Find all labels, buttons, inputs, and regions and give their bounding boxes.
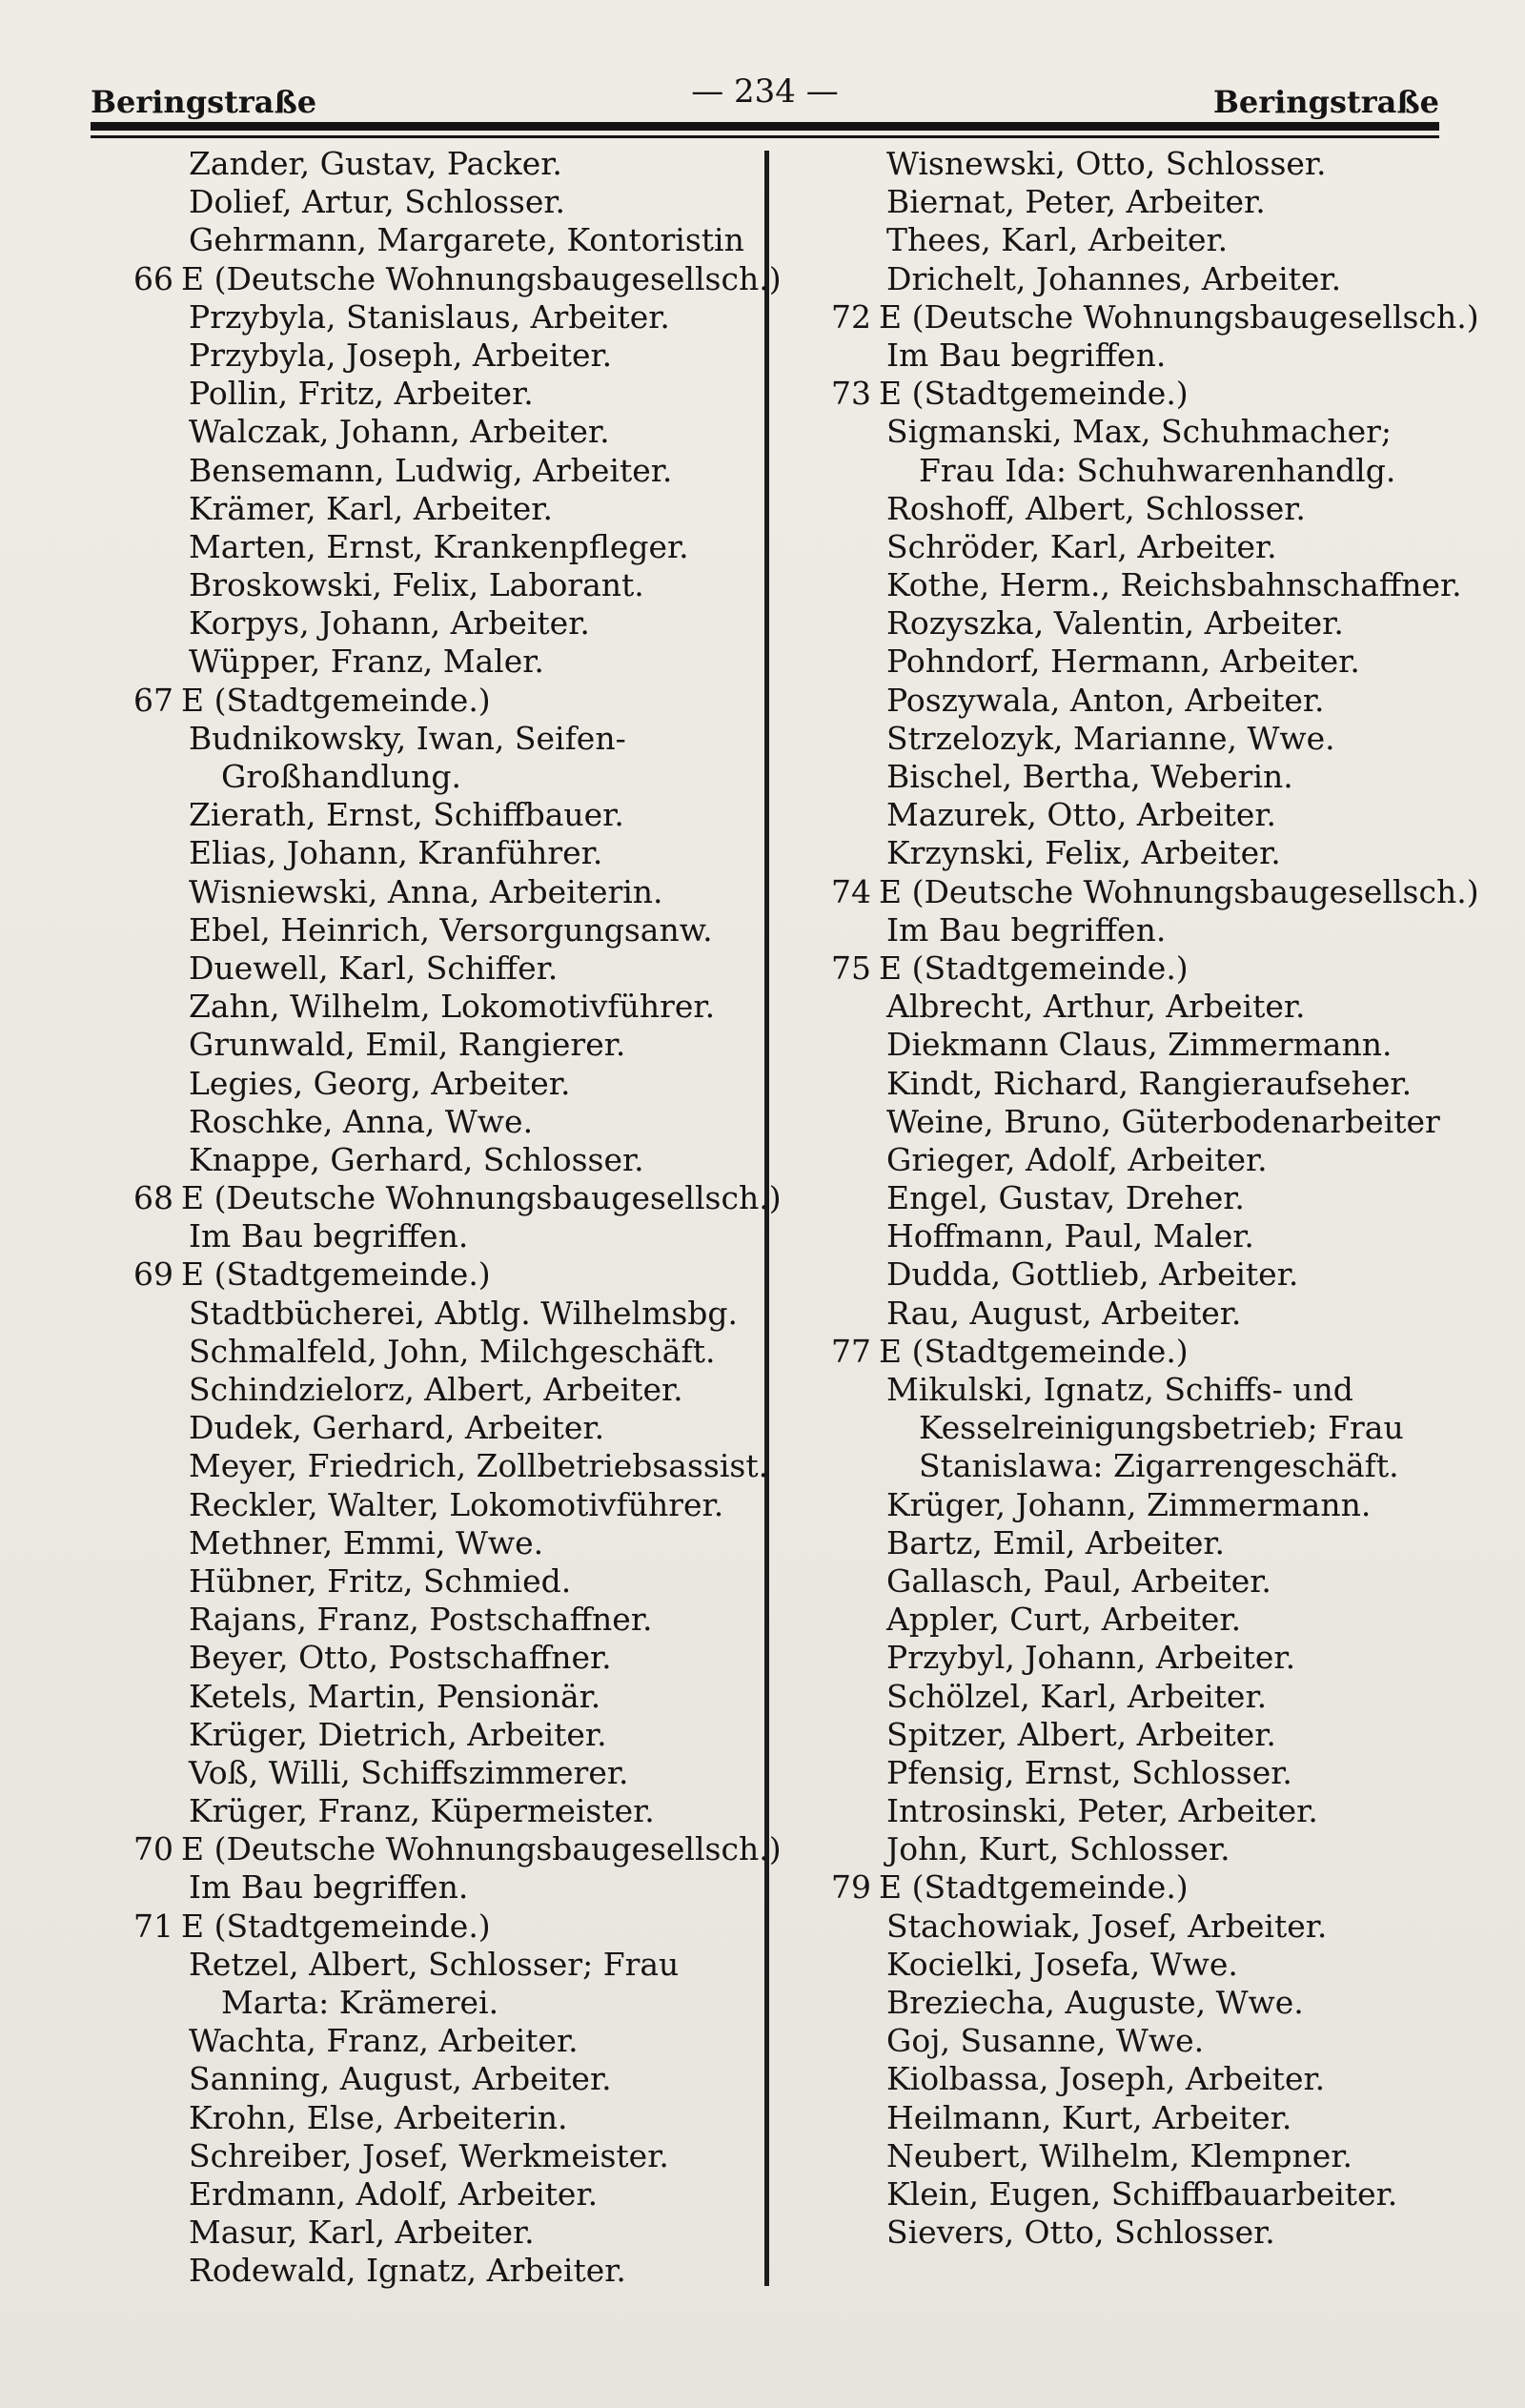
resident-text: Broskowski, Felix, Laborant. — [189, 566, 644, 604]
resident-text: Marta: Krämerei. — [221, 1984, 499, 2021]
resident-line — [812, 1601, 1479, 1639]
resident-line — [812, 988, 1479, 1026]
owner-text: E (Deutsche Wohnungsbaugesellsch.) — [181, 259, 782, 297]
resident-text: Erdmann, Adolf, Arbeiter. — [189, 2174, 599, 2213]
header-rule-thick — [91, 122, 1439, 131]
resident-line — [812, 604, 1479, 643]
resident-text: Großhandlung. — [221, 758, 462, 795]
entry-continuation — [812, 1409, 1479, 1447]
resident-text: Bartz, Emil, Arbeiter. — [886, 1523, 1226, 1561]
resident-text: Roschke, Anna, Wwe. — [189, 1102, 534, 1140]
resident-text: Grieger, Adolf, Arbeiter. — [886, 1140, 1268, 1178]
resident-line — [114, 1678, 762, 1716]
resident-line — [114, 1447, 769, 1485]
resident-line — [114, 834, 762, 872]
resident-text: Hoffmann, Paul, Maler. — [886, 1217, 1254, 1255]
resident-text: Sievers, Otto, Schlosser. — [886, 2214, 1275, 2252]
resident-text: Mazurek, Otto, Arbeiter. — [886, 796, 1277, 834]
resident-text: Wisniewski, Anna, Arbeiterin. — [189, 872, 663, 910]
resident-line — [114, 183, 762, 221]
resident-text: Schölzel, Karl, Arbeiter. — [886, 1677, 1268, 1715]
resident-line — [114, 1141, 762, 1179]
resident-line — [114, 988, 762, 1026]
resident-text: Methner, Emmi, Wwe. — [189, 1523, 544, 1561]
resident-line — [812, 834, 1479, 872]
resident-line — [812, 758, 1479, 796]
resident-line — [812, 2175, 1479, 2214]
resident-text: Przybyla, Stanislaus, Arbeiter. — [189, 297, 670, 336]
resident-text: Goj, Susanne, Wwe. — [886, 2022, 1205, 2060]
resident-line — [114, 796, 762, 834]
running-head-left: Beringstraße — [91, 84, 317, 120]
resident-text: Schmalfeld, John, Milchgeschäft. — [189, 1332, 716, 1370]
resident-text: Masur, Karl, Arbeiter. — [189, 2214, 535, 2252]
resident-text: Stanislawa: Zigarrengeschäft. — [919, 1447, 1399, 1485]
resident-line — [114, 604, 762, 643]
resident-line — [114, 1333, 762, 1371]
resident-text: Knappe, Gerhard, Schlosser. — [189, 1140, 644, 1178]
resident-line — [812, 1524, 1479, 1562]
resident-line — [812, 911, 1479, 949]
resident-line — [114, 490, 762, 528]
resident-line — [812, 643, 1479, 681]
resident-text: Kothe, Herm., Reichsbahnschaffner. — [886, 566, 1462, 604]
resident-line — [114, 1103, 762, 1141]
resident-text: Appler, Curt, Arbeiter. — [886, 1601, 1242, 1639]
house-number: 79 — [831, 1868, 871, 1907]
resident-line — [114, 911, 762, 949]
resident-text: Zander, Gustav, Packer. — [189, 145, 562, 182]
resident-line — [114, 1946, 762, 1984]
resident-line — [114, 1601, 762, 1639]
resident-line — [114, 1868, 762, 1907]
resident-text: Wachta, Franz, Arbeiter. — [189, 2022, 579, 2060]
resident-text: Bischel, Bertha, Weberin. — [886, 758, 1293, 795]
resident-text: Marten, Ernst, Krankenpfleger. — [189, 527, 689, 565]
resident-line — [114, 452, 762, 490]
resident-text: Biernat, Peter, Arbeiter. — [886, 183, 1266, 221]
house-number: 68 — [133, 1179, 173, 1217]
right-column — [812, 145, 1479, 2252]
resident-line — [114, 337, 762, 375]
resident-text: Gehrmann, Margarete, Kontoristin — [189, 221, 744, 259]
resident-line — [812, 1830, 1479, 1868]
page-header — [91, 65, 1439, 122]
house-entry — [812, 1868, 1479, 1907]
resident-text: Duewell, Karl, Schiffer. — [189, 949, 559, 987]
resident-text: Mikulski, Ignatz, Schiffs- und — [886, 1371, 1353, 1408]
house-number: 73 — [831, 375, 871, 413]
house-entry — [114, 259, 782, 298]
resident-text: Pollin, Fritz, Arbeiter. — [189, 375, 534, 413]
resident-line — [812, 490, 1479, 528]
resident-text: Pohndorf, Hermann, Arbeiter. — [886, 643, 1360, 681]
left-column — [114, 145, 782, 2291]
resident-line — [812, 221, 1479, 259]
resident-text: Meyer, Friedrich, Zollbetriebsassist. — [189, 1447, 769, 1485]
resident-text: Heilmann, Kurt, Arbeiter. — [886, 2098, 1292, 2136]
resident-line — [114, 1371, 762, 1409]
resident-text: Zahn, Wilhelm, Lokomotivführer. — [189, 988, 716, 1026]
resident-text: Kindt, Richard, Rangieraufseher. — [886, 1064, 1413, 1102]
resident-line — [114, 949, 762, 988]
resident-text: Im Bau begriffen. — [886, 336, 1167, 374]
entry-continuation — [114, 1984, 762, 2022]
resident-text: Dudda, Gottlieb, Arbeiter. — [886, 1255, 1299, 1294]
resident-text: Walczak, Johann, Arbeiter. — [189, 413, 610, 451]
house-number: 72 — [831, 297, 871, 336]
resident-line — [114, 1562, 762, 1601]
resident-line — [812, 1141, 1479, 1179]
house-number: 66 — [133, 259, 173, 297]
resident-line — [114, 2060, 762, 2098]
resident-text: Przybyla, Joseph, Arbeiter. — [189, 336, 613, 374]
column-divider — [764, 151, 769, 2286]
house-number: 70 — [133, 1830, 173, 1868]
resident-line — [114, 566, 762, 604]
resident-line — [812, 183, 1479, 221]
resident-text: Krzynski, Felix, Arbeiter. — [886, 834, 1281, 872]
house-entry — [114, 1830, 782, 1868]
owner-text: E (Deutsche Wohnungsbaugesellsch.) — [879, 872, 1479, 910]
resident-text: Krüger, Johann, Zimmermann. — [886, 1485, 1372, 1523]
resident-text: Rajans, Franz, Postschaffner. — [189, 1601, 653, 1639]
resident-text: Dolief, Artur, Schlosser. — [189, 183, 566, 221]
resident-line — [812, 1716, 1479, 1754]
resident-text: Krämer, Karl, Arbeiter. — [189, 489, 553, 527]
entry-continuation — [812, 1447, 1479, 1485]
resident-text: Albrecht, Arthur, Arbeiter. — [886, 988, 1306, 1026]
resident-text: Gallasch, Paul, Arbeiter. — [886, 1561, 1271, 1600]
resident-text: Engel, Gustav, Dreher. — [886, 1179, 1245, 1217]
resident-line — [114, 2099, 762, 2137]
resident-line — [114, 1217, 762, 1255]
resident-line — [114, 1754, 762, 1792]
house-number: 71 — [133, 1907, 173, 1945]
owner-text: E (Stadtgemeinde.) — [879, 375, 1189, 413]
resident-text: Im Bau begriffen. — [189, 1868, 469, 1907]
owner-text: E (Stadtgemeinde.) — [181, 681, 491, 719]
resident-line — [812, 2022, 1479, 2060]
owner-text: E (Deutsche Wohnungsbaugesellsch.) — [879, 297, 1479, 336]
resident-line — [114, 1295, 762, 1333]
resident-line — [812, 337, 1479, 375]
running-head-right: Beringstraße — [1212, 84, 1439, 120]
resident-line — [114, 2175, 762, 2214]
owner-text: E (Stadtgemeinde.) — [879, 949, 1189, 987]
resident-text: Schreiber, Josef, Werkmeister. — [189, 2136, 669, 2174]
resident-text: Roshoff, Albert, Schlosser. — [886, 489, 1306, 527]
resident-line — [812, 1295, 1479, 1333]
resident-line — [114, 1486, 762, 1524]
resident-line — [114, 2137, 762, 2175]
resident-line — [812, 682, 1479, 720]
owner-text: E (Deutsche Wohnungsbaugesellsch.) — [181, 1830, 782, 1868]
resident-line — [114, 298, 762, 337]
resident-text: Rodewald, Ignatz, Arbeiter. — [189, 2252, 626, 2290]
resident-line — [812, 413, 1479, 451]
resident-text: Strzelozyk, Marianne, Wwe. — [886, 719, 1335, 757]
resident-line — [812, 1792, 1479, 1830]
resident-line — [114, 221, 762, 259]
resident-line — [812, 1908, 1479, 1946]
resident-line — [812, 1217, 1479, 1255]
resident-line — [114, 873, 762, 911]
house-entry — [812, 375, 1479, 413]
entry-continuation — [812, 452, 1479, 490]
resident-line — [812, 2137, 1479, 2175]
resident-text: Breziecha, Auguste, Wwe. — [886, 1984, 1304, 2021]
resident-text: Weine, Bruno, Güterbodenarbeiter — [886, 1102, 1440, 1140]
resident-text: Voß, Willi, Schiffszimmerer. — [189, 1753, 629, 1791]
house-number: 75 — [831, 949, 871, 987]
resident-line — [812, 260, 1479, 298]
resident-line — [114, 2022, 762, 2060]
resident-line — [812, 566, 1479, 604]
resident-text: Im Bau begriffen. — [189, 1217, 469, 1255]
resident-line — [114, 1792, 762, 1830]
resident-line — [812, 1065, 1479, 1103]
resident-line — [812, 1103, 1479, 1141]
house-entry — [114, 1255, 762, 1294]
resident-text: Spitzer, Albert, Arbeiter. — [886, 1715, 1276, 1753]
resident-text: Introsinski, Peter, Arbeiter. — [886, 1792, 1318, 1830]
resident-text: Stadtbücherei, Abtlg. Wilhelmsbg. — [189, 1294, 739, 1332]
owner-text: E (Stadtgemeinde.) — [181, 1907, 491, 1945]
resident-text: Stachowiak, Josef, Arbeiter. — [886, 1907, 1328, 1945]
resident-text: Rozyszka, Valentin, Arbeiter. — [886, 604, 1344, 643]
resident-line — [114, 1716, 762, 1754]
resident-line — [114, 1639, 762, 1677]
resident-line — [812, 1678, 1479, 1716]
resident-text: Budnikowsky, Iwan, Seifen- — [189, 719, 626, 757]
resident-line — [114, 1026, 762, 1064]
resident-text: Klein, Eugen, Schiffbauarbeiter. — [886, 2174, 1398, 2213]
resident-text: Poszywala, Anton, Arbeiter. — [886, 681, 1325, 719]
resident-text: Wüpper, Franz, Maler. — [189, 643, 544, 681]
house-number: 67 — [133, 681, 173, 719]
resident-line — [812, 1026, 1479, 1064]
resident-line — [114, 145, 762, 183]
header-rule-thin — [91, 135, 1439, 138]
house-number: 74 — [831, 872, 871, 910]
resident-text: Krohn, Else, Arbeiterin. — [189, 2098, 568, 2136]
house-entry — [114, 1179, 782, 1217]
house-entry — [114, 682, 762, 720]
house-number: 69 — [133, 1255, 173, 1294]
resident-text: Wisnewski, Otto, Schlosser. — [886, 145, 1327, 182]
resident-text: Przybyl, Johann, Arbeiter. — [886, 1639, 1296, 1677]
resident-line — [114, 1409, 762, 1447]
resident-text: Hübner, Fritz, Schmied. — [189, 1561, 572, 1600]
house-entry — [812, 949, 1479, 988]
resident-line — [812, 2099, 1479, 2137]
house-entry — [812, 1333, 1479, 1371]
resident-text: Legies, Georg, Arbeiter. — [189, 1064, 571, 1102]
resident-text: Kesselreinigungsbetrieb; Frau — [919, 1409, 1404, 1447]
entry-continuation — [114, 758, 762, 796]
owner-text: E (Stadtgemeinde.) — [181, 1255, 491, 1294]
resident-line — [114, 375, 762, 413]
resident-text: Sigmanski, Max, Schuhmacher; — [886, 413, 1392, 451]
resident-line — [812, 1486, 1479, 1524]
resident-line — [812, 528, 1479, 566]
resident-line — [812, 1179, 1479, 1217]
page-number: — 234 — — [691, 72, 839, 111]
resident-text: Reckler, Walter, Lokomotivführer. — [189, 1485, 724, 1523]
resident-text: Neubert, Wilhelm, Klempner. — [886, 2136, 1352, 2174]
resident-line — [812, 720, 1479, 758]
house-entry — [812, 298, 1479, 337]
resident-text: Krüger, Franz, Küpermeister. — [189, 1792, 655, 1830]
resident-line — [812, 1639, 1479, 1677]
resident-text: Krüger, Dietrich, Arbeiter. — [189, 1715, 607, 1753]
resident-line — [812, 1562, 1479, 1601]
resident-text: Schröder, Karl, Arbeiter. — [886, 527, 1277, 565]
resident-line — [812, 2214, 1479, 2252]
resident-text: Pfensig, Ernst, Schlosser. — [886, 1753, 1292, 1791]
resident-line — [114, 720, 762, 758]
resident-line — [114, 1524, 762, 1562]
resident-text: Drichelt, Johannes, Arbeiter. — [886, 259, 1342, 297]
resident-text: Ebel, Heinrich, Versorgungsanw. — [189, 910, 713, 949]
resident-line — [812, 1255, 1479, 1294]
resident-text: Frau Ida: Schuhwarenhandlg. — [919, 451, 1396, 489]
resident-line — [114, 1065, 762, 1103]
resident-text: Beyer, Otto, Postschaffner. — [189, 1639, 612, 1677]
resident-text: John, Kurt, Schlosser. — [886, 1830, 1230, 1868]
resident-text: Diekmann Claus, Zimmermann. — [886, 1026, 1393, 1064]
owner-text: E (Stadtgemeinde.) — [879, 1868, 1189, 1907]
resident-line — [812, 1371, 1479, 1409]
resident-line — [114, 528, 762, 566]
resident-line — [812, 145, 1479, 183]
resident-line — [114, 643, 762, 681]
resident-line — [812, 796, 1479, 834]
resident-text: Ketels, Martin, Pensionär. — [189, 1677, 601, 1715]
resident-text: Dudek, Gerhard, Arbeiter. — [189, 1409, 605, 1447]
resident-line — [812, 1984, 1479, 2022]
resident-text: Kocielki, Josefa, Wwe. — [886, 1945, 1238, 1983]
resident-line — [812, 1754, 1479, 1792]
resident-text: Bensemann, Ludwig, Arbeiter. — [189, 451, 673, 489]
resident-line — [812, 1946, 1479, 1984]
resident-line — [114, 2214, 762, 2252]
resident-text: Rau, August, Arbeiter. — [886, 1294, 1242, 1332]
resident-line — [114, 2252, 762, 2290]
resident-text: Im Bau begriffen. — [886, 910, 1167, 949]
resident-text: Retzel, Albert, Schlosser; Frau — [189, 1945, 680, 1983]
resident-text: Sanning, August, Arbeiter. — [189, 2060, 612, 2098]
owner-text: E (Deutsche Wohnungsbaugesellsch.) — [181, 1179, 782, 1217]
house-number: 77 — [831, 1332, 871, 1370]
resident-text: Zierath, Ernst, Schiffbauer. — [189, 796, 624, 834]
resident-text: Korpys, Johann, Arbeiter. — [189, 604, 590, 643]
house-entry — [114, 1908, 762, 1946]
resident-text: Schindzielorz, Albert, Arbeiter. — [189, 1371, 683, 1408]
resident-text: Kiolbassa, Joseph, Arbeiter. — [886, 2060, 1326, 2098]
resident-text: Thees, Karl, Arbeiter. — [886, 221, 1229, 259]
resident-line — [812, 2060, 1479, 2098]
resident-text: Elias, Johann, Kranführer. — [189, 834, 603, 872]
owner-text: E (Stadtgemeinde.) — [879, 1332, 1189, 1370]
resident-text: Grunwald, Emil, Rangierer. — [189, 1026, 626, 1064]
house-entry — [812, 873, 1479, 911]
resident-line — [114, 413, 762, 451]
